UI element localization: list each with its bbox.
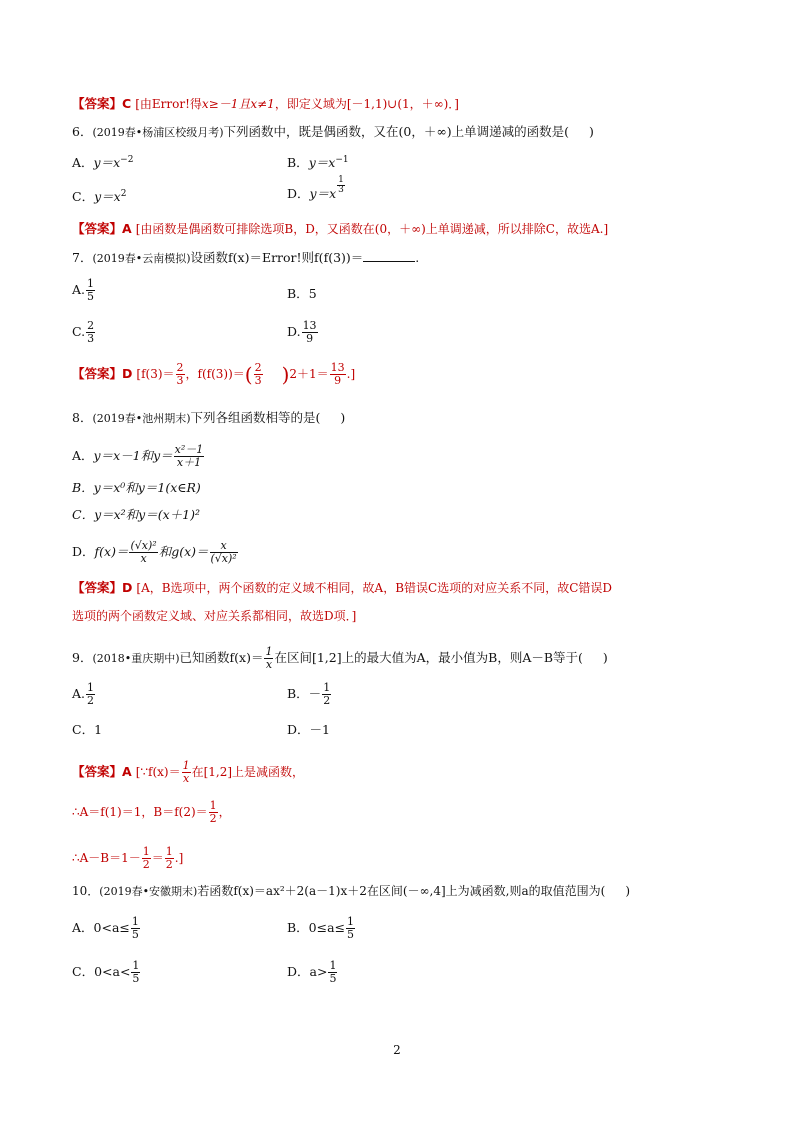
q8-stem: 8．(2019春•池州期末)下列各组函数相等的是( ) — [72, 410, 346, 425]
q6-option-c: C．$y=x^2$ — [72, 189, 127, 205]
q7-option-a: A. $\frac{1}{5}$ — [72, 277, 95, 303]
answer-explanation: [A，B选项中，两个函数的定义域不相同，故A，B错误C选项的对应关系不同，故C错误D — [136, 581, 613, 595]
answer-blank — [363, 249, 415, 262]
q7-stem: 7．(2019春•云南模拟)设函数f(x)＝Error!则f(f(3))＝ . — [72, 250, 420, 265]
answer-explanation: [f(3)＝ $\frac{2}{3}$ ，f(f(3))＝( $\frac{2}{3}$ )2＋1＝ $\frac{13}{9}$ .] — [136, 361, 356, 387]
q10-option-a: A．0<a≤ $\frac{1}{5}$ — [72, 915, 139, 941]
q8-answer-cont: 选项的两个函数定义域、对应关系都相同，故选D项．] — [72, 609, 357, 623]
page-number: 2 — [393, 1043, 401, 1057]
q9-stem: 9．(2018•重庆期中)已知函数f(x)＝ $\frac{1}{x}$ 在区间[1,2]上的最大值为A，最小值为B，则A－B等于( ) — [72, 645, 608, 671]
q10-option-d: D．a> $\frac{1}{5}$ — [287, 959, 337, 985]
answer-explanation: [由Error!得x≥－1且x≠1，即定义域为[－1,1)∪(1，＋∞)．] — [135, 97, 459, 111]
answer-explanation: [由函数是偶函数可排除选项B，D，又函数在(0，＋∞)上单调递减，所以排除C，故选A.] — [135, 222, 609, 236]
q6-option-a: A．$y=x^{-2}$ — [72, 155, 134, 171]
q10-option-c: C．0<a< $\frac{1}{5}$ — [72, 959, 140, 985]
answer-letter: A — [122, 764, 132, 779]
q6-option-d: D．y＝x $\frac{1}{3}$ — [287, 175, 344, 201]
q7-option-c: C. $\frac{2}{3}$ — [72, 319, 95, 345]
q10-stem: 10．(2019春•安徽期末)若函数f(x)＝ax²＋2(a－1)x＋2在区间(－∞,4]上为减函数,则a的取值范围为( ) — [72, 884, 631, 898]
q8-option-d: D．f(x)＝ $\frac{\text{(√x)²}}{x}$ 和g(x)＝ $\frac{x}{\text{(√x)²}}$ — [72, 539, 237, 565]
q6-stem: 6．(2019春•杨浦区校级月考)下列函数中，既是偶函数，又在(0，＋∞)上单调递减的函数是( ) — [72, 124, 594, 139]
q7-option-b: B．5 — [287, 286, 317, 301]
q9-answer: 【答案】A [∵f(x)＝ $\frac{1}{x}$ 在[1,2]上是减函数， — [72, 759, 305, 785]
q9-option-b: B．－ $\frac{1}{2}$ — [287, 681, 331, 707]
q6-answer: 【答案】A [由函数是偶函数可排除选项B，D，又函数在(0，＋∞)上单调递减，所以排除C，故选A.] — [72, 221, 609, 236]
q6-option-b: B．$y=x^{-1}$ — [287, 155, 349, 171]
q7-option-d: D. $\frac{13}{9}$ — [287, 319, 317, 345]
q5-answer — [72, 96, 459, 112]
answer-letter: C — [122, 96, 132, 111]
answer-letter: A — [122, 221, 132, 236]
answer-letter: D — [122, 366, 133, 381]
q9-option-a: A. $\frac{1}{2}$ — [72, 681, 95, 707]
q8-option-a: A．y＝x－1和y＝ $\frac{\text{x²－1}}{x+1}$ — [72, 443, 204, 469]
q9-answer-line2: ∴A＝f(1)＝1，B＝f(2)＝ $\frac{1}{2}$ ， — [72, 799, 231, 825]
q9-answer-line3: ∴A－B＝1－ $\frac{1}{2}$ ＝ $\frac{1}{2}$ .] — [72, 845, 184, 871]
q9-option-d: D．－1 — [287, 722, 330, 737]
q10-option-b: B．0≤a≤ $\frac{1}{5}$ — [287, 915, 355, 941]
answer-letter: D — [122, 580, 133, 595]
q8-option-c: C．y＝x²和y＝(x＋1)² — [72, 507, 201, 522]
q9-option-c: C．1 — [72, 722, 103, 737]
answer-tag: 【答案】 — [72, 96, 123, 111]
q8-answer: 【答案】D [A，B选项中，两个函数的定义域不相同，故A，B错误C选项的对应关系不同，故C错误D — [72, 580, 613, 595]
answer-explanation: [∵f(x)＝ $\frac{1}{x}$ 在[1,2]上是减函数， — [135, 759, 305, 785]
q8-option-b: B．y＝x⁰和y＝1(x∈R) — [72, 480, 201, 495]
q7-answer: 【答案】D [f(3)＝ $\frac{2}{3}$ ，f(f(3))＝( $\frac{2}{3}$ )2＋1＝ $\frac{13}{9}$ .] — [72, 361, 356, 387]
